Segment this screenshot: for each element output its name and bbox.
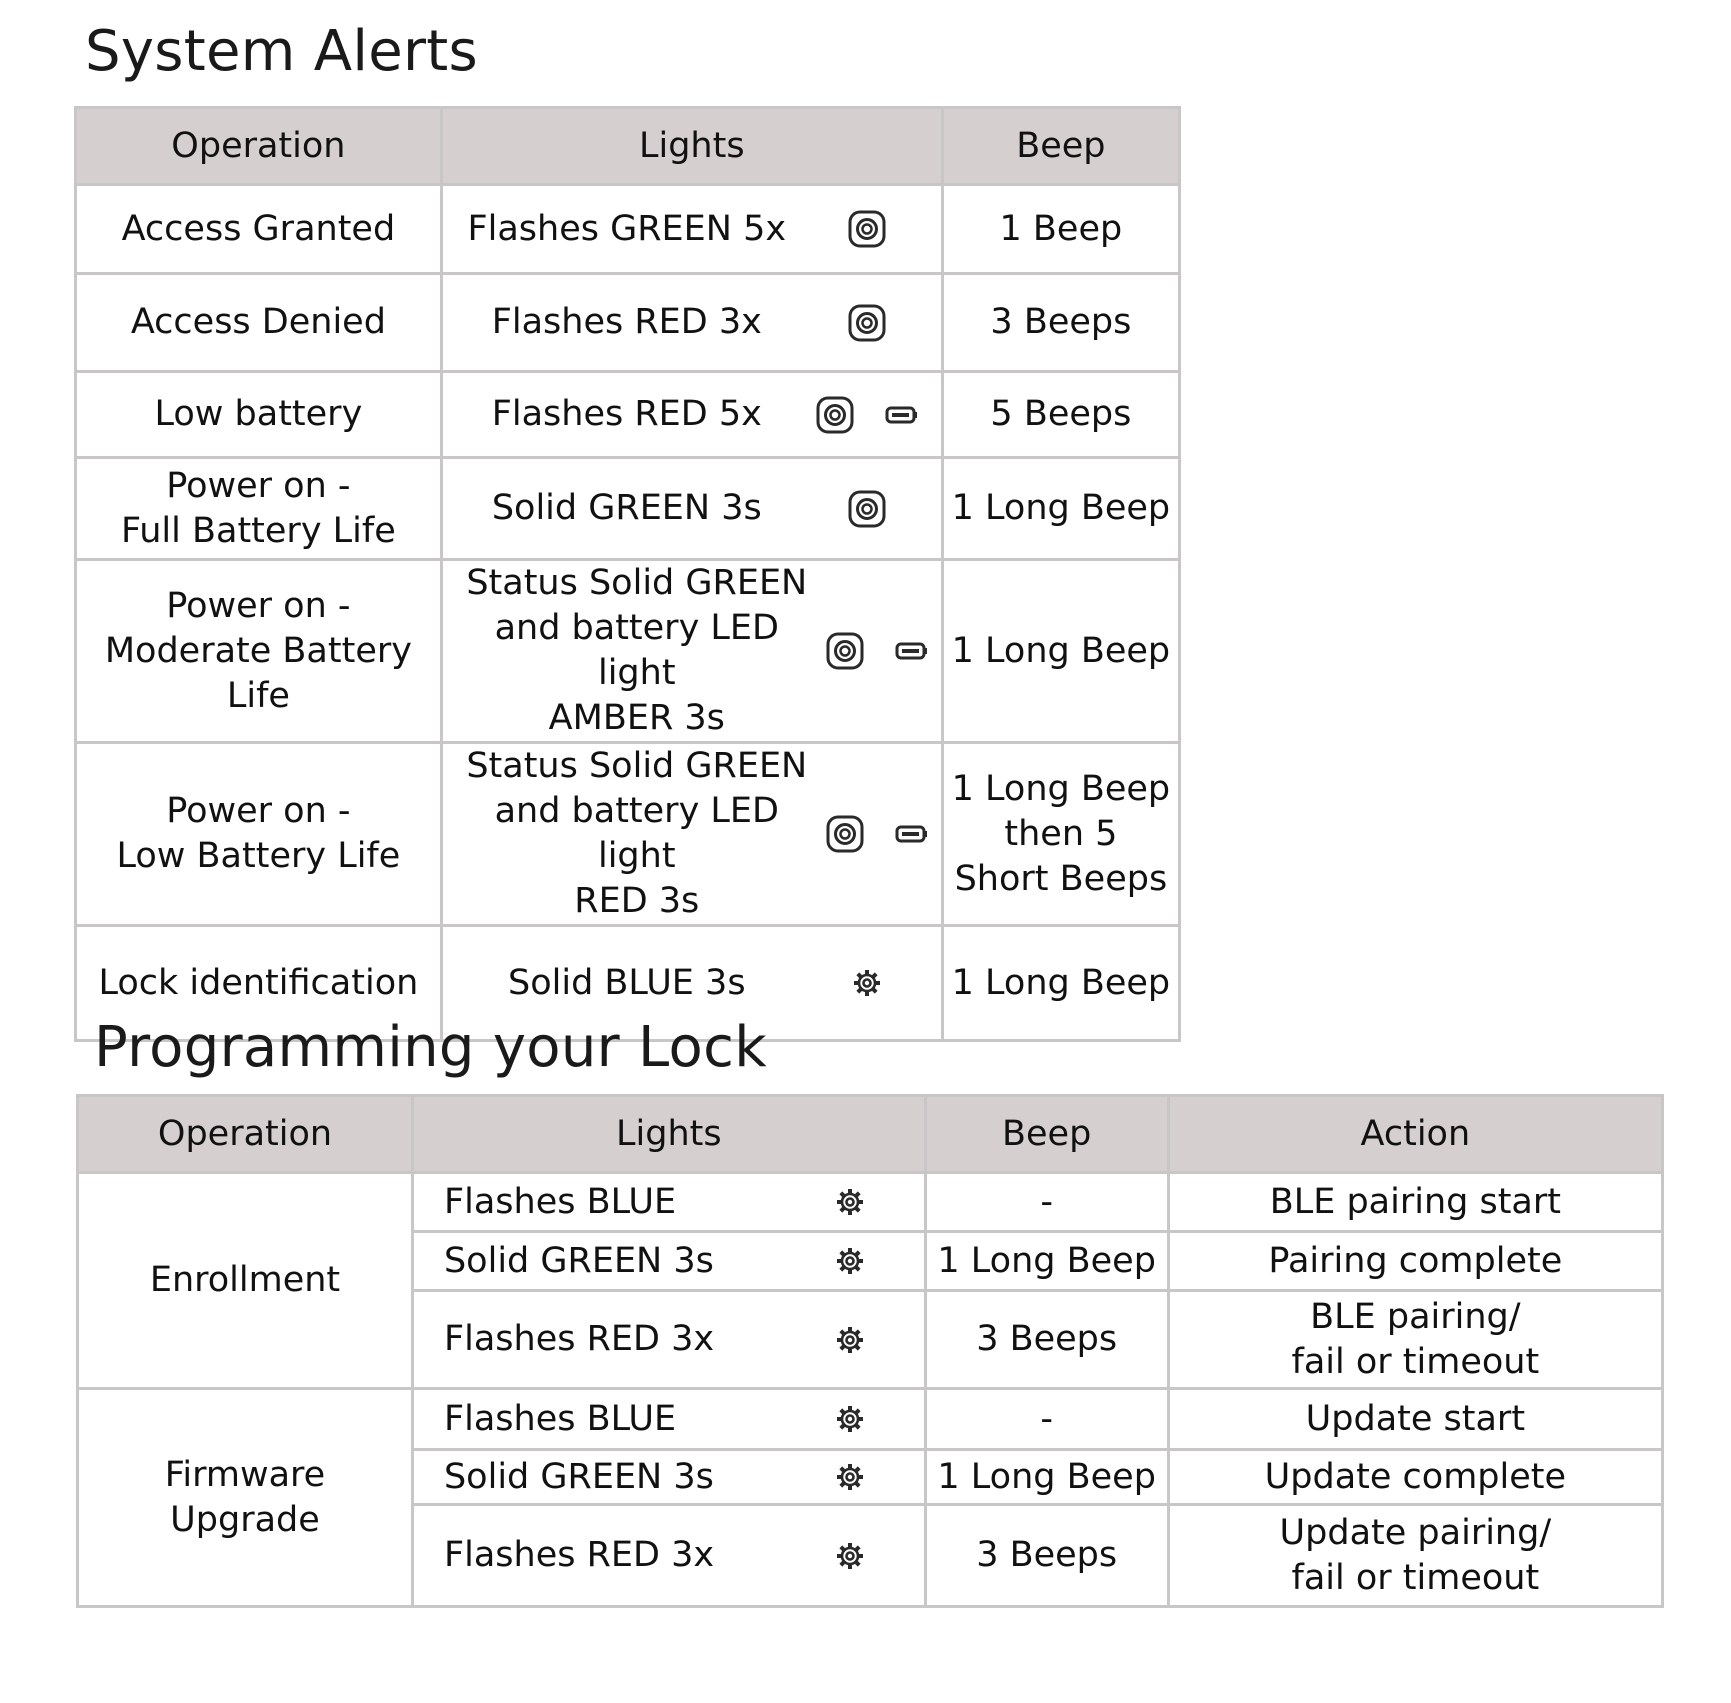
gear-icon xyxy=(836,1405,864,1433)
lights-line: Flashes RED 3x xyxy=(491,302,762,342)
gear-icon xyxy=(853,969,881,997)
action-line: fail or timeout xyxy=(1291,1557,1540,1598)
lights-line: Solid GREEN 3s xyxy=(443,1240,714,1281)
lights-cell xyxy=(412,1450,925,1505)
header-beep: Beep xyxy=(942,108,1179,185)
lights-line: Flashes BLUE xyxy=(443,1398,677,1439)
action-line: BLE pairing/ xyxy=(1310,1296,1521,1337)
lights-line: Status Solid GREEN xyxy=(466,746,808,786)
action-cell xyxy=(1168,1505,1662,1607)
lights-cell xyxy=(412,1173,925,1232)
operation-line: Low Battery Life xyxy=(116,836,401,876)
lights-line: Solid BLUE 3s xyxy=(508,962,746,1003)
lights-cell xyxy=(441,274,942,372)
beep-cell: 1 Long Beep xyxy=(925,1232,1168,1291)
system-alerts-title: System Alerts xyxy=(85,19,479,84)
header-lights: Lights xyxy=(412,1096,925,1173)
lights-line: Flashes RED 5x xyxy=(491,394,762,434)
operation-line: Access Granted xyxy=(121,208,396,249)
lights-line: and battery LED light xyxy=(494,791,779,876)
status-led-icon xyxy=(847,489,887,529)
lights-line: Flashes RED 3x xyxy=(443,1535,715,1575)
operation-line: Full Battery Life xyxy=(121,510,396,551)
table-row xyxy=(76,743,1180,926)
header-row xyxy=(76,108,1180,185)
table-row xyxy=(78,1173,1663,1232)
table-row xyxy=(76,372,1180,458)
beep-cell xyxy=(942,274,1179,372)
beep-line: 1 Long Beep xyxy=(951,630,1171,671)
action-cell xyxy=(1168,1291,1662,1389)
header-row xyxy=(78,1096,1663,1173)
battery-led-icon xyxy=(895,641,929,661)
programming-table xyxy=(76,1094,1664,1608)
lights-cell xyxy=(412,1232,925,1291)
header-operation: Operation xyxy=(76,108,442,185)
beep-line: 1 Long Beep xyxy=(951,962,1171,1003)
action-line: fail or timeout xyxy=(1291,1341,1540,1382)
lights-line: Status Solid GREEN xyxy=(466,563,808,603)
operation-cell xyxy=(76,743,442,926)
beep-cell xyxy=(942,743,1179,926)
action-line: Pairing complete xyxy=(1268,1240,1563,1281)
battery-led-icon xyxy=(885,405,919,425)
gear-icon xyxy=(836,1463,864,1491)
table-row xyxy=(76,458,1180,560)
lights-cell xyxy=(441,372,942,458)
programming-title: Programming your Lock xyxy=(94,1015,767,1080)
beep-cell: - xyxy=(925,1173,1168,1232)
lights-line: Flashes RED 3x xyxy=(443,1319,715,1359)
beep-cell: 3 Beeps xyxy=(925,1505,1168,1607)
table-row xyxy=(76,274,1180,372)
action-line: Update pairing/ xyxy=(1279,1512,1552,1553)
beep-cell xyxy=(942,458,1179,560)
lights-cell xyxy=(412,1291,925,1389)
gear-icon xyxy=(836,1188,864,1216)
gear-icon xyxy=(836,1326,864,1354)
beep-cell xyxy=(942,560,1179,743)
lights-cell xyxy=(441,560,942,743)
beep-line: Short Beeps xyxy=(954,858,1168,899)
lights-line: Flashes BLUE xyxy=(443,1181,677,1222)
table-row xyxy=(78,1389,1663,1450)
battery-led-icon xyxy=(895,824,929,844)
lights-line: AMBER 3s xyxy=(548,698,725,738)
operation-line: Low battery xyxy=(154,394,363,434)
lights-line: Solid GREEN 3s xyxy=(491,488,762,528)
gear-icon xyxy=(836,1247,864,1275)
lights-line: Flashes GREEN 5x xyxy=(467,208,787,249)
status-led-icon xyxy=(847,303,887,343)
operation-cell: Firmware Upgrade xyxy=(78,1389,413,1607)
lights-line: Solid GREEN 3s xyxy=(443,1456,714,1497)
lights-cell xyxy=(441,185,942,274)
lights-line: RED 3s xyxy=(574,881,700,921)
operation-cell xyxy=(76,458,442,560)
operation-line: Power on - xyxy=(166,585,351,626)
table-row xyxy=(76,560,1180,743)
beep-cell xyxy=(942,185,1179,274)
lights-cell xyxy=(441,743,942,926)
operation-cell xyxy=(76,274,442,372)
operation-cell xyxy=(76,560,442,743)
beep-line: 5 Beeps xyxy=(990,394,1132,434)
header-operation: Operation xyxy=(78,1096,413,1173)
gear-icon xyxy=(836,1542,864,1570)
header-lights: Lights xyxy=(441,108,942,185)
operation-line: Lock identification xyxy=(98,962,419,1003)
operation-cell xyxy=(76,372,442,458)
action-cell xyxy=(1168,1389,1662,1450)
action-line: Update start xyxy=(1305,1398,1526,1439)
system-alerts-table xyxy=(74,106,1181,1042)
beep-cell: 1 Long Beep xyxy=(925,1450,1168,1505)
action-cell xyxy=(1168,1173,1662,1232)
operation-line: Power on - xyxy=(166,465,351,506)
beep-cell: 3 Beeps xyxy=(925,1291,1168,1389)
operation-cell: Enrollment xyxy=(78,1173,413,1389)
operation-line: Moderate Battery Life xyxy=(104,630,412,716)
beep-line: 3 Beeps xyxy=(990,302,1132,342)
beep-cell: - xyxy=(925,1389,1168,1450)
action-cell xyxy=(1168,1450,1662,1505)
header-action: Action xyxy=(1168,1096,1662,1173)
beep-line: 1 Beep xyxy=(999,208,1123,249)
status-led-icon xyxy=(825,631,865,671)
operation-line: Access Denied xyxy=(130,302,386,342)
status-led-icon xyxy=(847,209,887,249)
status-led-icon xyxy=(815,395,855,435)
beep-cell xyxy=(942,372,1179,458)
beep-cell xyxy=(942,926,1179,1041)
lights-cell xyxy=(441,458,942,560)
lights-line: and battery LED light xyxy=(494,608,779,693)
operation-line: Power on - xyxy=(166,791,351,831)
beep-line: 1 Long Beep xyxy=(951,488,1171,528)
lights-cell xyxy=(412,1505,925,1607)
table-row xyxy=(76,185,1180,274)
beep-line: 1 Long Beep xyxy=(951,768,1171,809)
action-cell xyxy=(1168,1232,1662,1291)
action-line: Update complete xyxy=(1264,1456,1567,1497)
header-beep: Beep xyxy=(925,1096,1168,1173)
operation-cell xyxy=(76,185,442,274)
beep-line: then 5 xyxy=(1004,813,1118,854)
status-led-icon xyxy=(825,814,865,854)
lights-cell xyxy=(412,1389,925,1450)
action-line: BLE pairing start xyxy=(1269,1181,1561,1222)
